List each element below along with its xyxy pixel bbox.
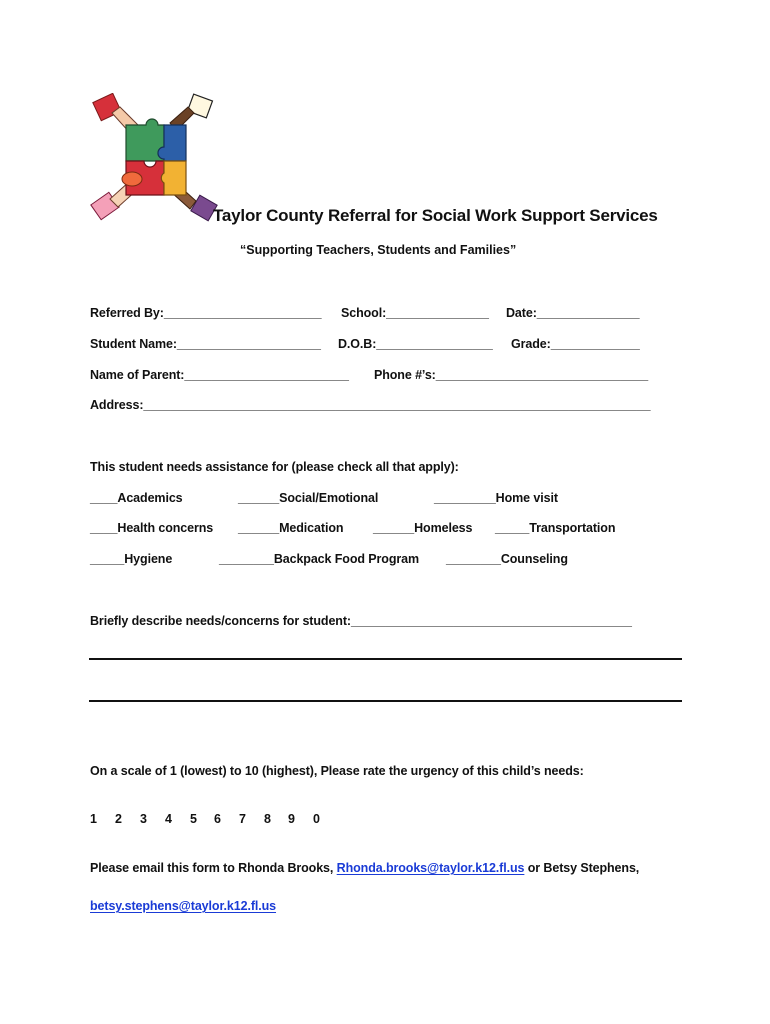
scale-option-8[interactable]: 8	[264, 812, 271, 826]
scale-option-2[interactable]: 2	[115, 812, 122, 826]
scale-option-5[interactable]: 5	[190, 812, 197, 826]
date-field[interactable]: Date:_______________	[506, 306, 640, 320]
checkbox-hygiene[interactable]: _____Hygiene	[90, 552, 173, 566]
checkbox-homeless[interactable]: ______Homeless	[373, 521, 473, 535]
scale-option-4[interactable]: 4	[165, 812, 172, 826]
checkbox-medication[interactable]: ______Medication	[238, 521, 344, 535]
school-field[interactable]: School:_______________	[341, 306, 489, 320]
contact-text-middle: or Betsy Stephens,	[524, 861, 640, 875]
student-name-field[interactable]: Student Name:_____________________	[90, 337, 321, 351]
scale-option-3[interactable]: 3	[140, 812, 147, 826]
parent-name-field[interactable]: Name of Parent:________________________	[90, 368, 349, 382]
contact-line	[90, 861, 639, 875]
checkbox-academics[interactable]: ____Academics	[90, 491, 183, 505]
dob-field[interactable]: D.O.B:_________________	[338, 337, 493, 351]
checkbox-backpack-food-program[interactable]: ________Backpack Food Program	[219, 552, 419, 566]
address-field[interactable]: Address:__________________________________________________________________________	[90, 398, 651, 412]
assistance-prompt: This student needs assistance for (please check all that apply):	[90, 460, 459, 474]
scale-option-6[interactable]: 6	[214, 812, 221, 826]
form-subtitle: “Supporting Teachers, Students and Families”	[240, 243, 517, 257]
concerns-line-1[interactable]	[89, 658, 682, 660]
scale-option-1[interactable]: 1	[90, 812, 97, 826]
scale-option-10[interactable]: 0	[313, 812, 320, 826]
betsy-email-link[interactable]: betsy.stephens@taylor.k12.fl.us	[90, 899, 277, 913]
checkbox-transportation[interactable]: _____Transportation	[495, 521, 616, 535]
concerns-line-2[interactable]	[89, 700, 682, 702]
puzzle-hands-logo	[90, 93, 218, 223]
concerns-field[interactable]: Briefly describe needs/concerns for student:_________________________________________	[90, 614, 632, 628]
referred-by-field[interactable]: Referred By:_______________________	[90, 306, 322, 320]
betsy-email-line	[90, 899, 276, 913]
scale-option-7[interactable]: 7	[239, 812, 246, 826]
phone-field[interactable]: Phone #’s:_______________________________	[374, 368, 649, 382]
checkbox-health-concerns[interactable]: ____Health concerns	[90, 521, 214, 535]
urgency-prompt: On a scale of 1 (lowest) to 10 (highest), Please rate the urgency of this child’s needs:	[90, 764, 584, 778]
grade-field[interactable]: Grade:_____________	[511, 337, 640, 351]
form-title: Taylor County Referral for Social Work Support Services	[213, 206, 658, 225]
checkbox-home-visit[interactable]: _________Home visit	[434, 491, 558, 505]
checkbox-counseling[interactable]: ________Counseling	[446, 552, 568, 566]
checkbox-social-emotional[interactable]: ______Social/Emotional	[238, 491, 379, 505]
contact-text-before: Please email this form to Rhonda Brooks,	[90, 861, 337, 875]
scale-option-9[interactable]: 9	[288, 812, 295, 826]
rhonda-email-link[interactable]: Rhonda.brooks@taylor.k12.fl.us	[336, 861, 525, 875]
